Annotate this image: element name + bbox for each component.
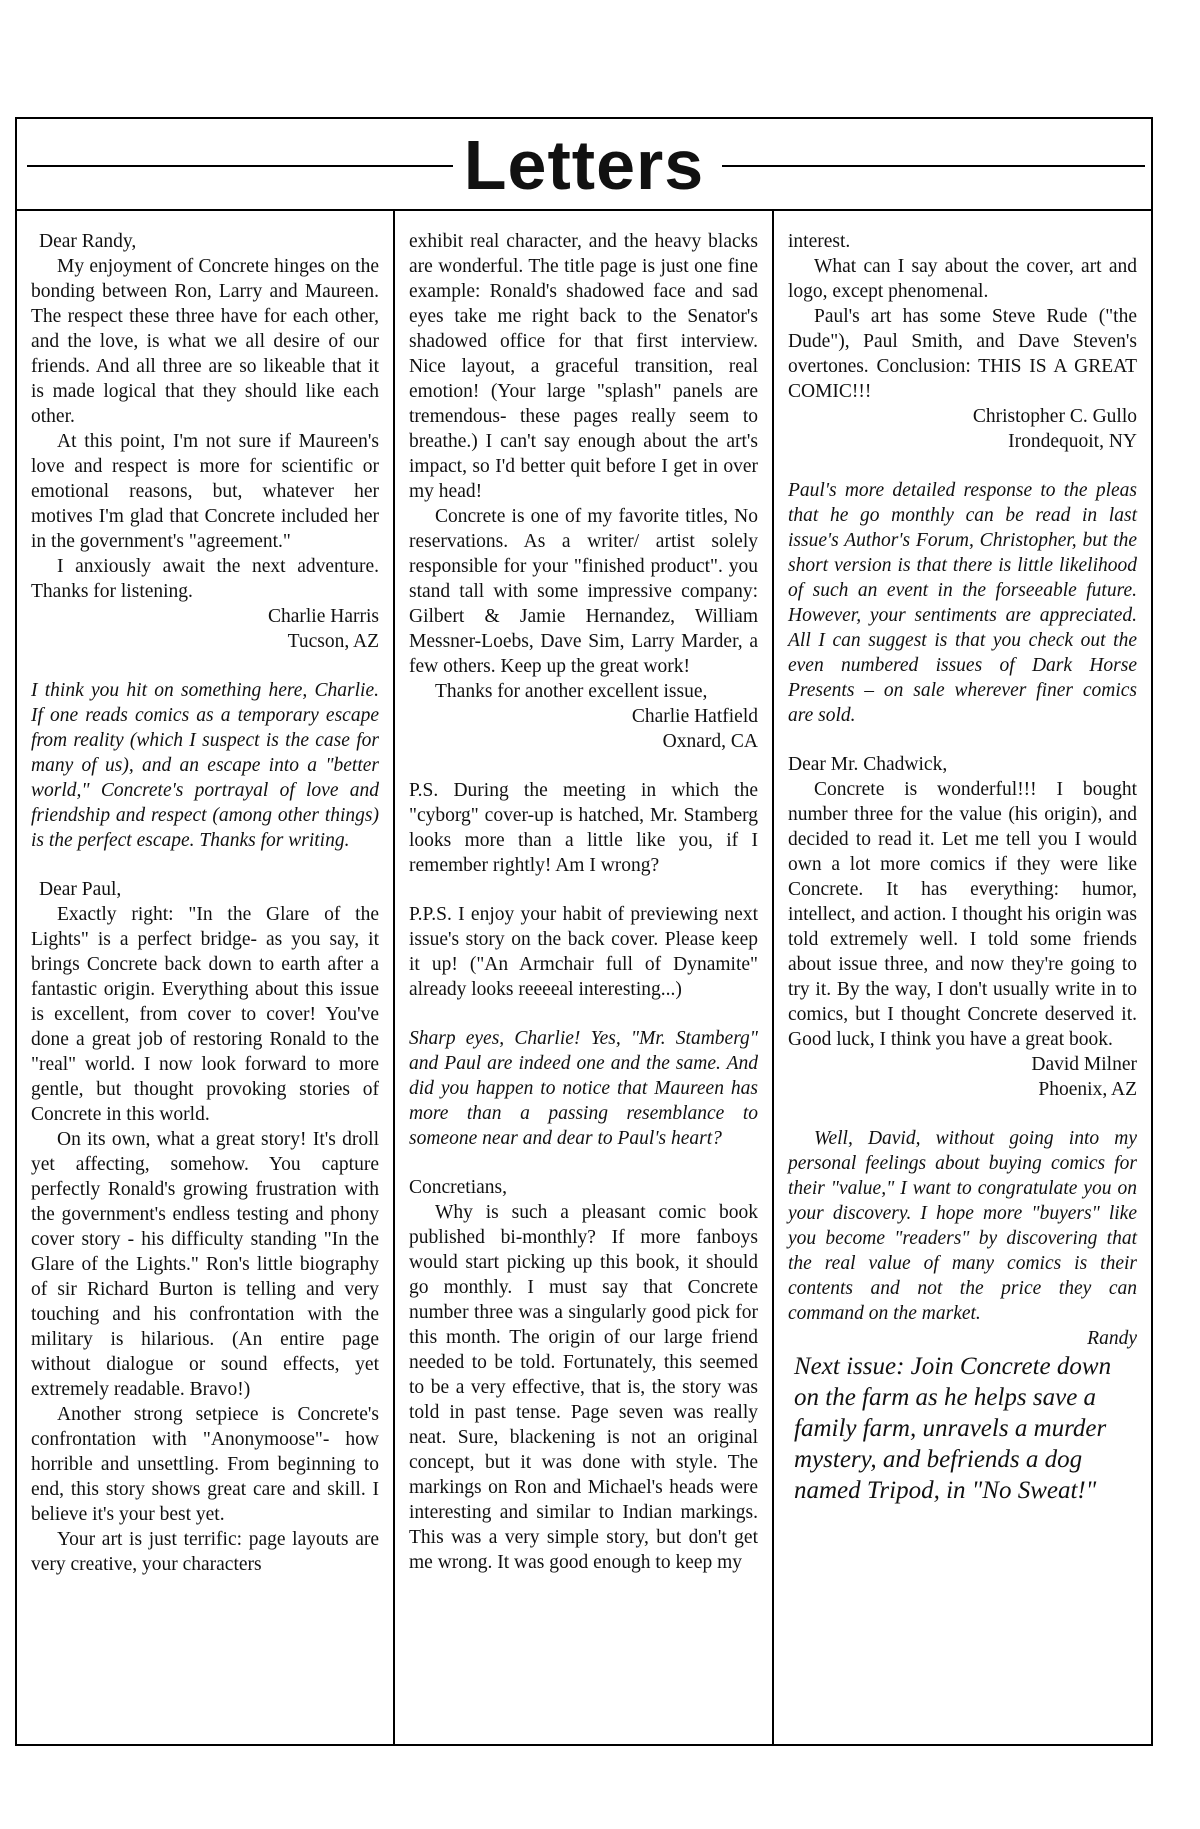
column-3 bbox=[774, 211, 1151, 1744]
editor-signature: Randy bbox=[1087, 1328, 1137, 1349]
letter-paragraph: Concrete is one of my favorite titles, No reservations. As a writer/ artist solely responsible for your "finished product". you stand tall with some impressive company: Gilbert & Jamie Hernandez, William Messner-Loebs, Dave Sim, Larry Marder, a few others. Keep up the great work! bbox=[409, 506, 758, 677]
letter-salutation: Dear Randy, bbox=[39, 231, 137, 252]
letter-signature-name: Christopher C. Gullo bbox=[972, 406, 1137, 427]
editor-reply: Paul's more detailed response to the pleas that he go monthly can be read in last issue's Author's Forum, Christopher, but the short version is that there is little likelihood of such an event in the forseeable future. However, your sentiments are appreciated. All I can suggest is that you check out the even numbered issues of Dark Horse Presents – on sale wherever finer comics are sold. bbox=[788, 480, 1137, 726]
letter-signature-name: Charlie Harris bbox=[267, 606, 379, 627]
letter-paragraph: Another strong setpiece is Concrete's confrontation with "Anonymoose"- how horrible and unsettling. From beginning to end, this story shows great care and skill. I believe it's your best yet. bbox=[31, 1404, 379, 1525]
letter-salutation: Concretians, bbox=[409, 1177, 508, 1198]
letter-paragraph: What can I say about the cover, art and logo, except phenomenal. bbox=[788, 256, 1137, 302]
letter-signature-name: David Milner bbox=[1031, 1054, 1137, 1075]
letter-postscript: P.S. During the meeting in which the "cyborg" cover-up is hatched, Mr. Stamberg looks more than a little like you, if I remember rightly! Am I wrong? bbox=[409, 780, 758, 876]
editor-reply: I think you hit on something here, Charlie. If one reads comics as a temporary escape from reality (which I suspect is the case for many of us), and an escape into a "better world," Concrete's portrayal of love and friendship and respect (among other things) is the perfect escape. Thanks for writing. bbox=[31, 680, 379, 851]
letter-paragraph: Paul's art has some Steve Rude ("the Dude"), Paul Smith, and Dave Steven's overtones. Conclusion: THIS IS A GREAT COMIC!!! bbox=[788, 306, 1137, 402]
letter-signature-place: Irondequoit, NY bbox=[1008, 431, 1137, 452]
editor-reply: Well, David, without going into my personal feelings about buying comics for their "value," I want to congratulate you on your discovery. I hope more "buyers" like you become "readers" by discovering that the real value of many comics is their contents and not the price they can command on the market. bbox=[788, 1128, 1137, 1324]
letter-paragraph: exhibit real character, and the heavy blacks are wonderful. The title page is just one fine example: Ronald's shadowed face and sad eyes take me right back to the Senator's shadowed office for that first interview. Nice layout, a graceful transition, real emotion! (Your large "splash" panels are tremendous- these pages really seem to breathe.) I can't say enough about the art's impact, so I'd better quit before I get in over my head! bbox=[409, 231, 758, 502]
letter-signature-place: Oxnard, CA bbox=[662, 731, 758, 752]
letter-signature-name: Charlie Hatfield bbox=[631, 706, 758, 727]
letter-paragraph: I anxiously await the next adventure. Thanks for listening. bbox=[31, 556, 379, 602]
page-title-text: Letters bbox=[458, 126, 710, 204]
letter-paragraph: At this point, I'm not sure if Maureen's love and respect is more for scientific or emotional reasons, but, whatever her motives I'm glad that Concrete included her in the government's "agreement." bbox=[31, 431, 379, 552]
letter-paragraph: interest. bbox=[788, 231, 851, 252]
page-title bbox=[17, 119, 1151, 211]
letter-paragraph: My enjoyment of Concrete hinges on the bonding between Ron, Larry and Maureen. The respect these three have for each other, and the love, is what we all desire of our friends. And all three are so likeable that it is made logical that they should like each other. bbox=[31, 256, 379, 427]
letter-paragraph: Thanks for another excellent issue, bbox=[435, 681, 708, 702]
letter-paragraph: Why is such a pleasant comic book published bi-monthly? If more fanboys would start picking up this book, it should go monthly. I must say that Concrete number three was a singularly good pick for this month. The origin of our large friend needed to be told. Fortunately, this seemed to be a very effective, that is, the story was told in past tense. Page seven was really neat. Sure, blackening is not an original concept, but it was done with style. The markings on Ron and Michael's heads were interesting and similar to Indian markings. This was a very simple story, but don't get me wrong. It was good enough to keep my bbox=[409, 1202, 758, 1573]
letters-header bbox=[17, 119, 1151, 211]
column-1 bbox=[17, 211, 395, 1744]
letter-salutation: Dear Paul, bbox=[39, 879, 122, 900]
letter-postscript: P.P.S. I enjoy your habit of previewing next issue's story on the back cover. Please keep it up! ("An Armchair full of Dynamite" already looks reeeeal interesting...) bbox=[409, 904, 758, 1000]
letter-paragraph: Concrete is wonderful!!! I bought number three for the value (his origin), and decided to read it. Let me tell you I would own a lot more comics if they were like Concrete. It has everything: humor, intellect, and action. I thought his origin was told extremely well. I told some friends about issue three, and now they're going to try it. By the way, I don't usually write in to comics, but I thought Concrete deserved it. Good luck, I think you have a great book. bbox=[788, 779, 1137, 1050]
letter-signature-place: Phoenix, AZ bbox=[1038, 1079, 1137, 1100]
letter-paragraph: On its own, what a great story! It's droll yet affecting, somehow. You capture perfectly Ronald's growing frustration with the government's endless testing and phony cover story - his difficulty standing "In the Glare of the Lights." Ron's little biography of sir Richard Burton is telling and very touching and his confrontation with the military is hilarious. (An entire page without dialogue or sound effects, yet extremely readable. Bravo!) bbox=[31, 1129, 379, 1400]
letter-paragraph: Exactly right: "In the Glare of the Lights" is a perfect bridge- as you say, it brings Concrete back down to earth after a fantastic origin. Everything about this issue is excellent, from cover to cover! You've done a great job of restoring Ronald to the "real" world. I now look forward to more gentle, but thought provoking stories of Concrete in this world. bbox=[31, 904, 379, 1125]
letter-signature-place: Tucson, AZ bbox=[287, 631, 379, 652]
next-issue-blurb: Next issue: Join Concrete down on the farm as he helps save a family farm, unravels a murder mystery, and befriends a dog named Tripod, in "No Sweat!" bbox=[794, 1353, 1112, 1504]
editor-reply: Sharp eyes, Charlie! Yes, "Mr. Stamberg" and Paul are indeed one and the same. And did you happen to notice that Maureen has more than a passing resemblance to someone near and dear to Paul's heart? bbox=[409, 1028, 758, 1149]
letter-salutation: Dear Mr. Chadwick, bbox=[788, 754, 948, 775]
letters-page-frame bbox=[15, 117, 1153, 1746]
column-2 bbox=[395, 211, 774, 1744]
letter-paragraph: Your art is just terrific: page layouts are very creative, your characters bbox=[31, 1529, 379, 1575]
